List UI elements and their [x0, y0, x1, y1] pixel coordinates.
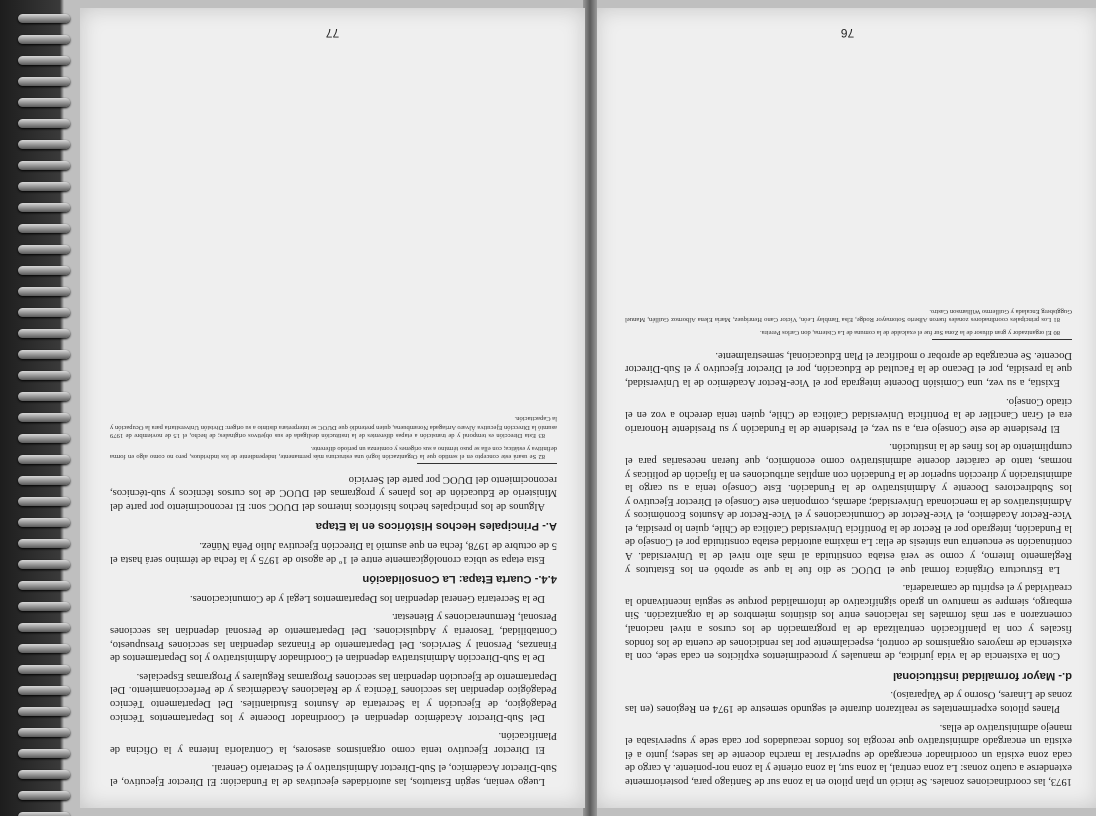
- footnote: 80 El organizador y gran difusor de la Zona Sur fue el exalcalde de la comuna de La Cisterna, don Carlos Pereira.: [760, 329, 1060, 337]
- footnote-divider: [417, 463, 557, 464]
- page-77: [80, 8, 585, 808]
- paragraph: De la Secretaría General dependían los Departamentos Legal y de Comunicaciones.: [189, 592, 545, 604]
- footnote: 83 Esta Dirección es temporal y de transición a etapas diferentes de la institución desligada de sus objetivos originales; de hecho, el 15 de noviembre de 1979 asumió la Dirección Ejecutiva Álvaro Arriagada Norambuena, quien pretendió que DUOC se interpretara distinto a su origen: División Universitaria para la Ocupación y la Capacitación.: [110, 415, 557, 439]
- paragraph: Planes pilotos experimentales se realizaron durante el segundo semestre de 1974 en Regiones (en las zonas de Linares, Osorno y de Valparaíso).: [625, 689, 1072, 715]
- section-heading-a: A.- Principales Hechos Históricos en la Etapa: [315, 520, 557, 533]
- page-76: [595, 8, 1096, 808]
- paragraph: La Estructura Orgánica formal que el DUOC se dio fue la que se aprobó en los Estatutos y Reglamento Interno, y como se verá estaba constituida al más alto nivel de la Universidad. A continuación se encuentra una síntesis de ella: La máxima autoridad estaba constituida por el Consejo de la Fundación, integrado por el Rector de la Pontificia Universidad Católica de Chile, quien lo presidía, el Vice-Rector Académico, el Vice-Rector de Comunicaciones y el Vice-Rector de Asuntos Económicos y Administrativos de la mencionada Universidad; además, componían este Consejo el Director Ejecutivo y los Subdirectores Docente y Administrativo de la Fundación. Este Consejo tenía a su cargo la administración y dirección superior de la Fundación con amplias atribuciones en la fijación de políticas y normas, tanto de carácter docente administrativo como económico, que fueran necesarias para el cumplimiento de los fines de la institución.: [625, 441, 1072, 575]
- paragraph: El Presidente de este Consejo era, a su vez, el Presidente de la Fundación y su Presidente Honorario era el Gran Canciller de la Pontificia Universidad Católica de Chile, quien tenía derecho a voz en el citado Consejo.: [625, 395, 1072, 434]
- page-76-content: [625, 302, 1072, 788]
- footnote: 82 Se usará este concepto en el sentido que la Organización logró una estructura más permanente, independiente de los individuos, pero no como algo en forma definitiva y estática; con ella se puso término a sus orígenes y comienza un período diferente.: [110, 444, 557, 461]
- paragraph: De la Sub-Dirección Administrativa dependían el Coordinador Administrativo y los Departamentos de Finanzas, Personal y Servicios. Del Departamento de Finanzas dependían las secciones Presupuesto, Contabilidad, Tesorería y Adquisiciones. Del Departamento de Personal dependían las secciones Personal, Remuneraciones y Bienestar.: [110, 611, 557, 664]
- page-number: 76: [840, 26, 855, 40]
- footnote: 81 Los principales coordinadores zonales fueron Alberto Sotomayor Rodge, Elsa Tamblay León, Víctor Cano Henríquez, María Elena Albornoz Guillén, Manuel Guggisberg Encalada y Guillermo Williamson Castro.: [625, 307, 1072, 323]
- paragraph: Del Sub-Director Académico dependían el Coordinador Docente y los Departamentos Técnico Pedagógico, de Ejecución y la Secretaría de Asuntos Estudiantiles. Del Departamento Técnico Pedagógico dependían las secciones Técnica y de Relaciones Académicas y de Perfeccionamiento. Del Departamento de Ejecución dependían las secciones Programas Regulares y Programas Especiales.: [110, 670, 557, 723]
- section-heading-d: d.- Mayor formalidad institucional: [892, 669, 1072, 682]
- page-number: 77: [325, 26, 340, 40]
- rotated-spread: [60, 0, 1096, 816]
- paragraph: Esta etapa se ubica cronológicamente entre el 1º de agosto de 1975 y la fecha de término será hasta el 5 de octubre de 1978, fecha en que asumió la Dirección Ejecutiva Julio Peña Núñez.: [110, 540, 557, 565]
- paragraph: Con la existencia de la vida jurídica, de manuales y procedimientos explícitos en cada sede, con la existencia de mayores organismos de control, especialmente por las rendiciones de cuenta de los fondos fiscales y con la planificación centralizada de la programación de los cursos a nivel nacional, comenzaron a ser más formales las relaciones entre los distintos miembros de la organización. Sin embargo, siempre se mantuvo un grado significativo de informalidad porque se seguía incentivando la creatividad y el espíritu de camaradería.: [625, 582, 1072, 662]
- book-gutter: [583, 0, 597, 816]
- paragraph: 1973, las coordinaciones zonales. Se inició un plan piloto en la zona sur de Santiago para, posteriormente extenderse a cuatro zonas: La zona central, la zona sur, la zona oriente y la zona nor-poniente. A cargo de cada zona existía un coordinador encargado de supervisar la marcha docente de las sedes; junto a él existía un encargado administrativo que recogía los fondos recaudados por cada sede y supervisaba el manejo administrativo de ellas.: [625, 721, 1072, 787]
- section-heading-4-4: 4.4.- Cuarta Etapa: La Consolidación: [362, 573, 557, 586]
- footnote-divider: [932, 339, 1072, 340]
- paragraph: Luego venían, según Estatutos, las autoridades ejecutivas de la Fundación: El Director Ejecutivo, el Sub-Director Académico, el Sub-Director Administrativo y el Secretario General.: [110, 762, 557, 787]
- paragraph: Algunos de los principales hechos históricos internos del DUOC son: El reconocimiento por parte del Ministerio de Educación de los planes y programas del DUOC de los cursos técnicos y sub-técnicos, reconocimiento del DUOC por parte del Servicio: [110, 473, 557, 512]
- page-77-content: [110, 409, 557, 788]
- paragraph: El Director Ejecutivo tenía como organismos asesores, la Contraloría Interna y la Oficina de Planificación.: [110, 730, 557, 755]
- paragraph: Existía, a su vez, una Comisión Docente integrada por el Vice-Rector Académico de la Universidad, que la presidía, por el Decano de la Facultad de Educación, por el Director Ejecutivo y el Sub-Director Docente. Se encargaba de aprobar o modificar el Plan Educacional, semestralmente.: [625, 349, 1072, 388]
